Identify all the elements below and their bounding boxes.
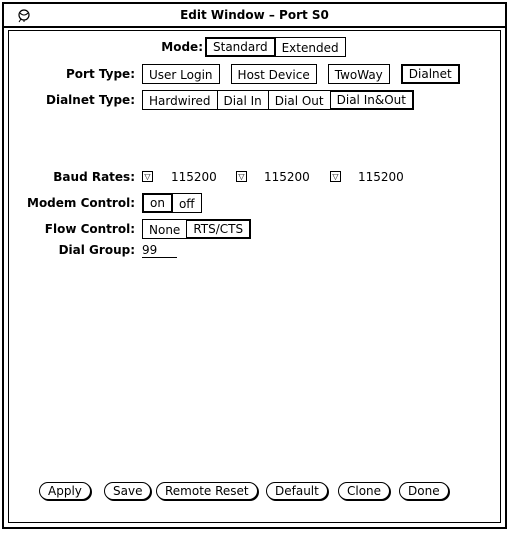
dialnet-type-choice [142, 90, 414, 110]
baud-rates-label: Baud Rates: [53, 170, 135, 184]
baud-rate-2-menu-triangle-down-icon[interactable]: ▽ [236, 171, 247, 182]
port-type-option-dialnet[interactable]: Dialnet [401, 64, 460, 84]
done-button[interactable]: Done [399, 482, 449, 500]
baud-rate-2-value: 115200 [264, 170, 310, 184]
port-type-option-twoway[interactable]: TwoWay [328, 64, 390, 84]
panel [8, 30, 501, 523]
flow-control-choice [142, 219, 251, 239]
mode-option-extended[interactable]: Extended [276, 37, 346, 57]
window-title: Edit Window – Port S0 [180, 8, 329, 22]
baud-rate-1-menu-triangle-down-icon[interactable]: ▽ [142, 171, 153, 182]
baud-rate-3-menu-triangle-down-icon[interactable]: ▽ [330, 171, 341, 182]
baud-rate-1-value: 115200 [171, 170, 217, 184]
modem-control-label: Modem Control: [27, 196, 135, 210]
mode-option-standard[interactable]: Standard [205, 37, 276, 57]
dialnet-option-dial-in-out[interactable]: Dial In&Out [331, 90, 414, 110]
apply-button[interactable]: Apply [39, 482, 91, 500]
edit-window [2, 2, 507, 529]
remote-reset-button[interactable]: Remote Reset [156, 482, 258, 500]
port-type-choice [142, 64, 471, 84]
modem-control-choice [142, 193, 202, 213]
modem-control-option-on[interactable]: on [142, 193, 173, 213]
port-type-option-host-device[interactable]: Host Device [231, 64, 317, 84]
title-bar [4, 4, 505, 28]
dialnet-type-label: Dialnet Type: [46, 93, 135, 107]
flow-control-option-rts-cts[interactable]: RTS/CTS [187, 219, 251, 239]
mode-label: Mode: [161, 40, 203, 54]
dialnet-option-dial-out[interactable]: Dial Out [269, 90, 331, 110]
dial-group-input[interactable] [142, 242, 177, 258]
window-menu-icon[interactable] [17, 8, 31, 22]
modem-control-option-off[interactable]: off [173, 193, 202, 213]
clone-button[interactable]: Clone [338, 482, 390, 500]
flow-control-option-none[interactable]: None [142, 219, 187, 239]
save-button[interactable]: Save [104, 482, 151, 500]
dial-group-label: Dial Group: [58, 243, 135, 257]
default-button[interactable]: Default [266, 482, 328, 500]
baud-rate-3-value: 115200 [358, 170, 404, 184]
flow-control-label: Flow Control: [44, 222, 135, 236]
mode-choice [205, 37, 346, 57]
port-type-label: Port Type: [66, 67, 135, 81]
dialnet-option-dial-in[interactable]: Dial In [218, 90, 269, 110]
dialnet-option-hardwired[interactable]: Hardwired [142, 90, 218, 110]
port-type-option-user-login[interactable]: User Login [142, 64, 220, 84]
